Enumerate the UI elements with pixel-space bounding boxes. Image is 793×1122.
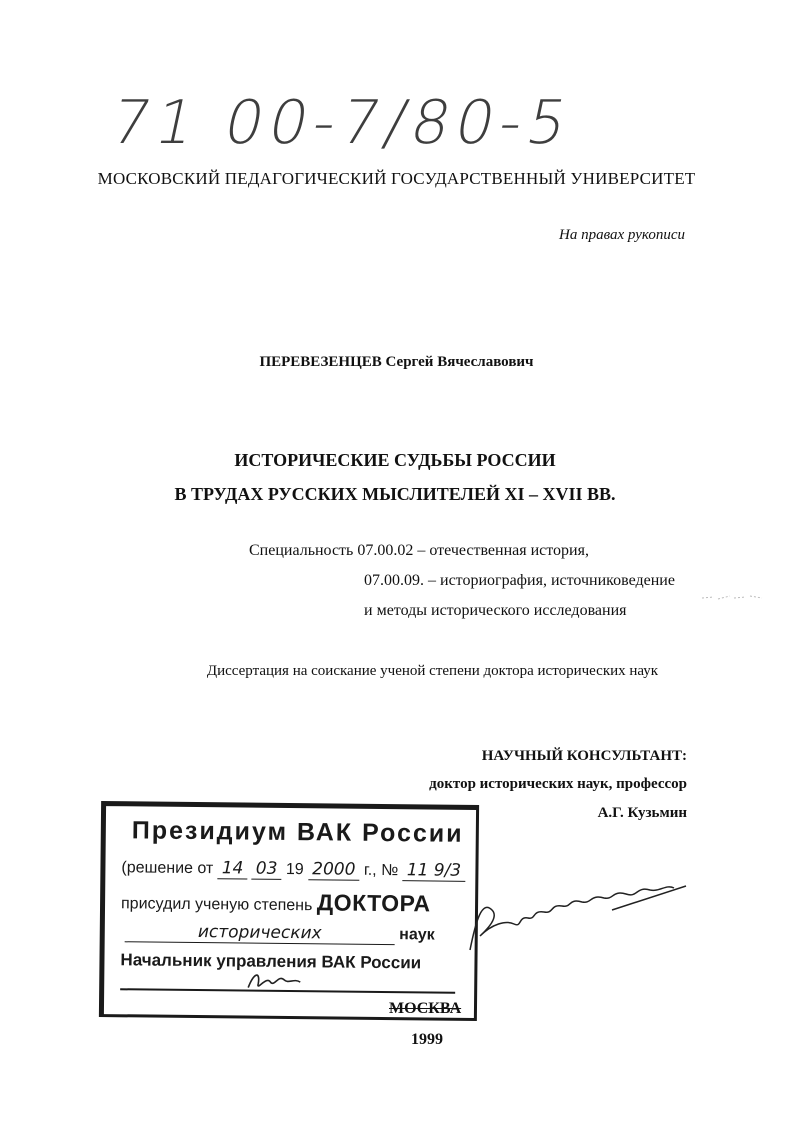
- stamp-field-hand: исторических: [125, 921, 395, 945]
- specialty-line-3: и методы исторического исследования: [364, 602, 627, 619]
- stamp-month: 03: [252, 859, 282, 880]
- title-line-1: ИСТОРИЧЕСКИЕ СУДЬБЫ РОССИИ: [234, 450, 556, 470]
- author-surname: ПЕРЕВЕЗЕНЦЕВ: [259, 354, 382, 370]
- dissertation-note: Диссертация на соискание ученой степени доктора исторических наук: [206, 663, 659, 679]
- stamp-title: Президиум ВАК России: [131, 816, 464, 848]
- manuscript-note: На правах рукописи: [559, 227, 685, 243]
- vak-stamp: [99, 801, 479, 1021]
- university-name: МОСКОВСКИЙ ПЕДАГОГИЧЕСКИЙ ГОСУДАРСТВЕННЫЙ УНИВЕРСИТЕТ: [97, 169, 696, 188]
- scan-artifact-icon: [700, 590, 765, 604]
- stamp-decision-prefix: (решение от: [121, 859, 214, 878]
- consultant-name: А.Г. Кузьмин: [597, 805, 687, 821]
- consultant-heading: НАУЧНЫЙ КОНСУЛЬТАНТ:: [481, 748, 687, 764]
- stamp-awarded-text: присудил ученую степень: [120, 895, 313, 915]
- author-given-names: Сергей Вячеславович: [385, 354, 534, 370]
- specialty-line-1: Специальность 07.00.02 – отечественная история,: [249, 542, 589, 559]
- stamp-year-suffix: г., №: [363, 861, 399, 880]
- consultant-title: доктор исторических наук, профессор: [429, 776, 687, 792]
- stamp-day: 14: [218, 858, 248, 879]
- stamp-number: 11 9/3: [403, 860, 466, 882]
- stamp-decision: [121, 857, 465, 881]
- stamp-head: Начальник управления ВАК России: [120, 950, 422, 973]
- stamp-field: [125, 921, 455, 945]
- stamp-year-hand: 2000: [308, 859, 359, 881]
- city: МОСКВА: [389, 1000, 462, 1017]
- author-signature-icon: [462, 880, 692, 960]
- author-name: [0, 354, 793, 371]
- stamp-awarded: [121, 887, 431, 917]
- title-line-2: В ТРУДАХ РУССКИХ МЫСЛИТЕЛЕЙ XI – XVII ВВ.: [174, 484, 616, 504]
- stamp-year-prefix: 19: [285, 860, 304, 879]
- archive-number: 71 00-7/80-5: [104, 88, 580, 158]
- year: 1999: [411, 1031, 443, 1048]
- stamp-degree: ДОКТОРА: [316, 889, 431, 917]
- stamp-field-suffix: наук: [399, 926, 435, 944]
- specialty-line-2: 07.00.09. – историография, источниковедение: [364, 572, 675, 589]
